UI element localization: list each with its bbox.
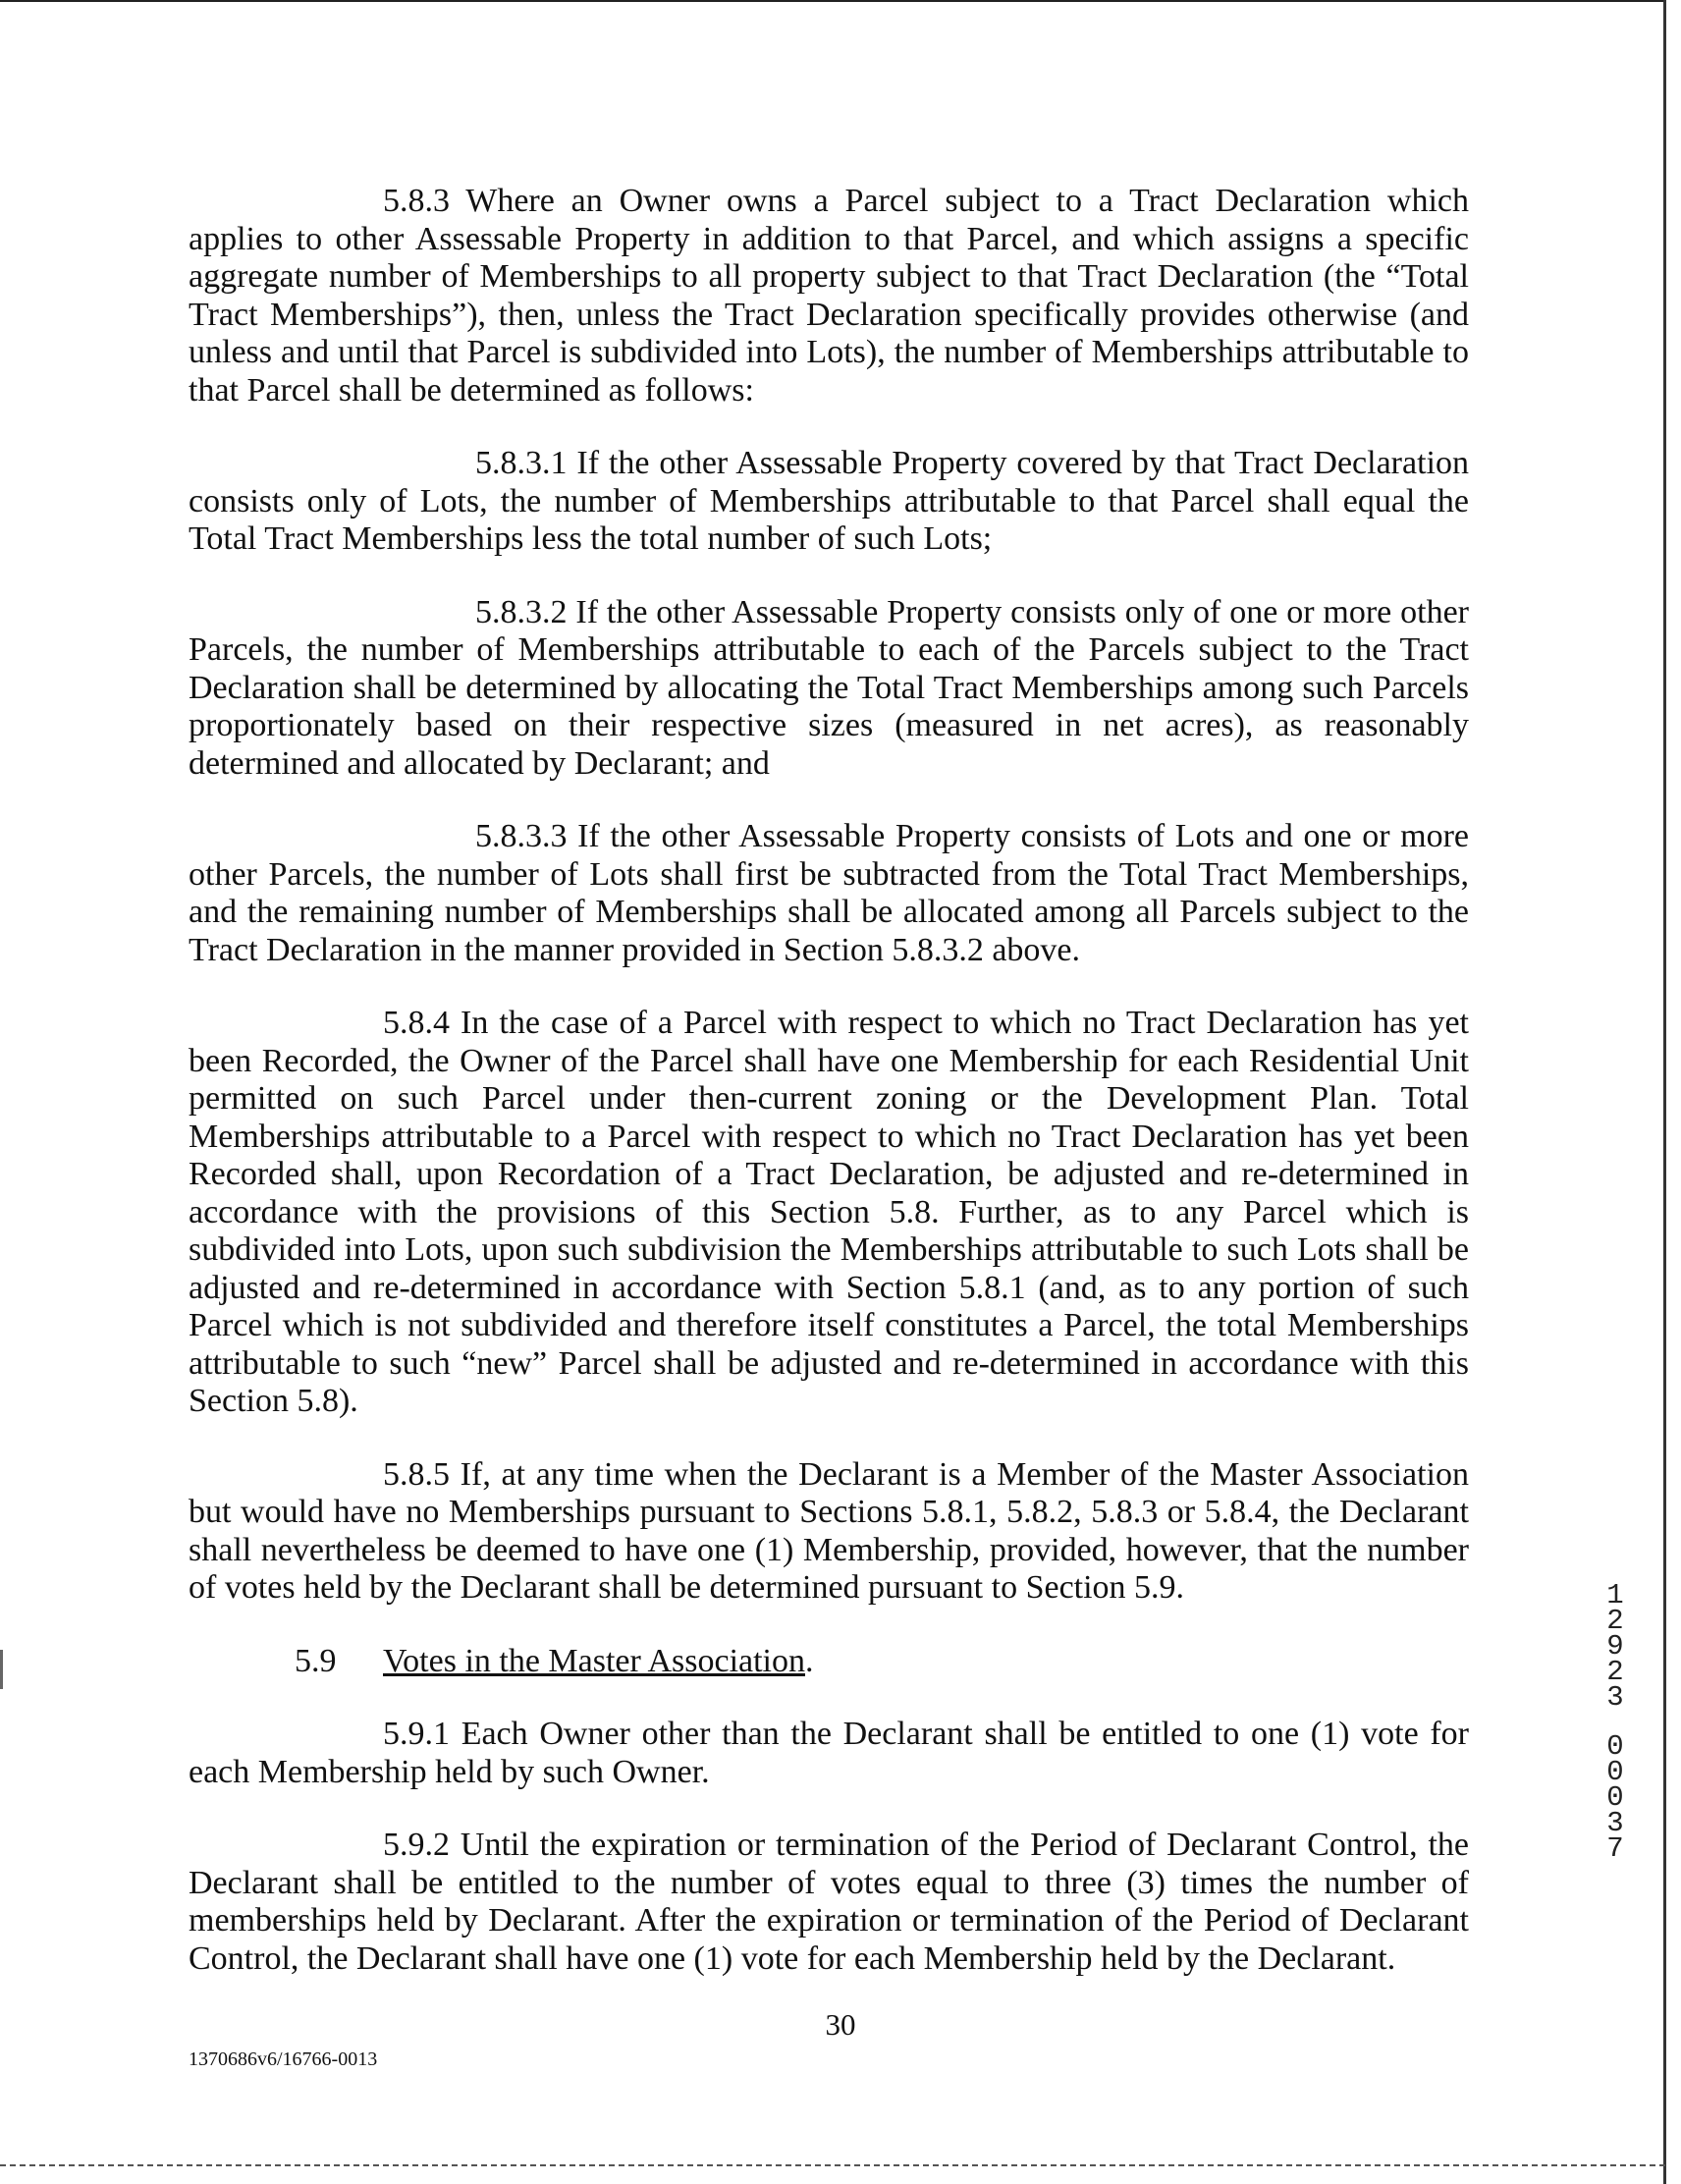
page-edge-top <box>0 0 1665 2</box>
stamp-digit: 2 <box>1606 1605 1624 1637</box>
stamp-digit: 2 <box>1606 1656 1624 1688</box>
stamp-digit: 3 <box>1606 1807 1624 1839</box>
paragraph-5-9-1: 5.9.1 Each Owner other than the Declarant shall be entitled to one (1) vote for each Membership held by such Owner. <box>189 1716 1469 1790</box>
paragraph-5-9-2: 5.9.2 Until the expiration or termination of the Period of Declarant Control, the Declarant shall be entitled to the number of votes equal to three (3) times the number of memberships held by Declarant. After the expiration or termination of the Period of Declarant Control, the Declarant shall have one (1) vote for each Membership held by the Declarant. <box>189 1827 1469 1977</box>
paragraph-5-8-3: 5.8.3 Where an Owner owns a Parcel subject to a Tract Declaration which applies to other Assessable Property in addition to that Parcel, and which assigns a specific aggregate number of Memberships to all property subject to that Tract Declaration (the “Total Tract Memberships”), then, unless the Tract Declaration specifically provides otherwise (and unless and until that Parcel is subdivided into Lots), the number of Memberships attributable to that Parcel shall be determined as follows: <box>189 183 1469 409</box>
section-title: Votes in the Master Association <box>383 1642 805 1679</box>
stamp-digit: 0 <box>1606 1756 1624 1788</box>
section-number: 5.9 <box>295 1642 337 1679</box>
stamp-digit: 9 <box>1606 1630 1624 1663</box>
paragraph-5-8-5: 5.8.5 If, at any time when the Declarant is a Member of the Master Association but would have no Memberships pursuant to Sections 5.8.1, 5.8.2, 5.8.3 or 5.8.4, the Declarant shall nevertheless be deemed to have one (1) Membership, provided, however, that the number of votes held by the Declarant shall be determined pursuant to Section 5.9. <box>189 1455 1469 1606</box>
stamp-digit: 3 <box>1606 1681 1624 1714</box>
page-number: 30 <box>825 2007 856 2042</box>
stamp-digit: 0 <box>1606 1781 1624 1814</box>
section-title-period: . <box>805 1642 814 1679</box>
paragraph-5-8-3-2: 5.8.3.2 If the other Assessable Property consists only of one or more other Parcels, the number of Memberships attributable to each of the Parcels subject to the Tract Declaration shall be determined by allocating the Total Tract Memberships among such Parcels proportionately based on their respective sizes (measured in net acres), as reasonably determined and allocated by Declarant; and <box>189 593 1469 782</box>
paragraph-5-8-3-1: 5.8.3.1 If the other Assessable Property covered by that Tract Declaration consists only of Lots, the number of Memberships attributable to that Parcel shall equal the Total Tract Memberships less the total number of such Lots; <box>189 445 1469 557</box>
paragraph-5-8-3-3: 5.8.3.3 If the other Assessable Property consists of Lots and one or more other Parcels, the number of Lots shall first be subtracted from the Total Tract Memberships, and the remaining number of Memberships shall be allocated among all Parcels subject to the Tract Declaration in the manner provided in Section 5.8.3.2 above. <box>189 818 1469 968</box>
document-page <box>189 183 1469 1978</box>
stamp-digit: 1 <box>1606 1579 1624 1611</box>
section-heading-5-9 <box>189 1643 1469 1681</box>
page-edge-left-mark <box>0 1650 3 1689</box>
stamp-digit: 0 <box>1606 1730 1624 1763</box>
stamp-digit: 7 <box>1606 1832 1624 1865</box>
document-id: 1370686v6/16766-0013 <box>189 2048 378 2070</box>
page-edge-bottom <box>0 2164 1665 2166</box>
side-stamp <box>1600 1579 1630 1865</box>
paragraph-5-8-4: 5.8.4 In the case of a Parcel with respect to which no Tract Declaration has yet been Recorded, the Owner of the Parcel shall have one Membership for each Residential Unit permitted on such Parcel under then-current zoning or the Development Plan. Total Memberships attributable to a Parcel with respect to which no Tract Declaration has yet been Recorded shall, upon Recordation of a Tract Declaration, be adjusted and re-determined in accordance with the provisions of this Section 5.8. Further, as to any Parcel which is subdivided into Lots, upon such subdivision the Memberships attributable to such Lots shall be adjusted and re-determined in accordance with Section 5.8.1 (and, as to any portion of such Parcel which is not subdivided and therefore itself constitutes a Parcel, the total Memberships attributable to such “new” Parcel shall be adjusted and re-determined in accordance with this Section 5.8). <box>189 1005 1469 1419</box>
page-edge-right <box>1663 0 1666 2184</box>
